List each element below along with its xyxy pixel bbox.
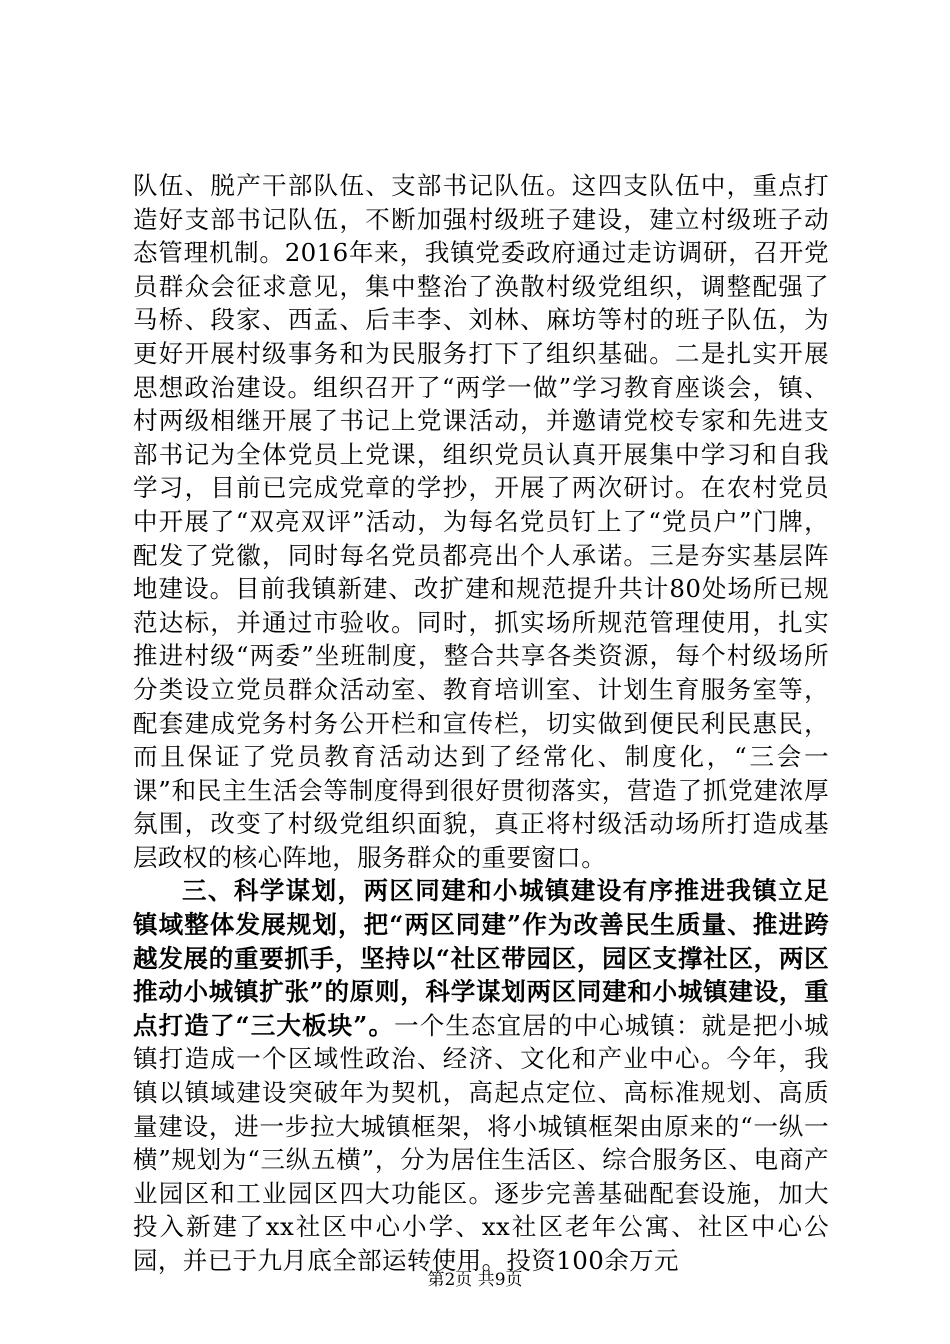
document-body [133, 169, 829, 1278]
paragraph-text: 队伍、脱产干部队伍、支部书记队伍。这四支队伍中，重点打造好支部书记队伍，不断加强村级班子建设，建立村级班子动态管理机制。2016年来，我镇党委政府通过走访调研，召开党员群众会征求意见，集中整治了涣散村级党组织，调整配强了马桥、段家、西孟、后丰李、刘林、麻坊等村的班子队伍，为更好开展村级事务和为民服务打下了组织基础。二是扎实开展思想政治建设。组织召开了“两学一做”学习教育座谈会，镇、村两级相继开展了书记上党课活动，并邀请党校专家和先进支部书记为全体党员上党课，组织党员认真开展集中学习和自我学习，目前已完成党章的学抄，开展了两次研讨。在农村党员中开展了“双亮双评”活动，为每名党员钉上了“党员户”门牌，配发了党徽，同时每名党员都亮出个人承诺。三是夯实基层阵地建设。目前我镇新建、改扩建和规范提升共计80处场所已规范达标，并通过市验收。同时，抓实场所规范管理使用，扎实推进村级“两委”坐班制度，整合共享各类资源，每个村级场所分类设立党员群众活动室、教育培训室、计划生育服务室等，配套建成党务村务公开栏和宣传栏，切实做到便民利民惠民，而且保证了党员教育活动达到了经常化、制度化，“三会一课”和民主生活会等制度得到很好贯彻落实，营造了抓党建浓厚氛围，改变了村级党组织面貌，真正将村级活动场所打造成基层政权的核心阵地，服务群众的重要窗口。 [133, 171, 829, 872]
paragraph-text: 一个生态宜居的中心城镇：就是把小城镇打造成一个区域性政治、经济、文化和产业中心。今年，我镇以镇域建设突破年为契机，高起点定位、高标准规划、高质量建设，进一步拉大城镇框架，将小城镇框架由原来的“一纵一横”规划为“三纵五横”，分为居住生活区、综合服务区、电商产业园区和工业园区四大功能区。逐步完善基础配套设施，加大投入新建了xx社区中心小学、xx社区老年公寓、社区中心公园，并已于九月底全部运转使用。投资100余万元 [133, 1010, 829, 1275]
paragraph-party-building [133, 169, 829, 874]
page-number-footer: 第2页 共9页 [427, 1270, 523, 1290]
paragraph-two-zones [133, 874, 829, 1277]
section-heading-three: 三、科学谋划，两区同建和小城镇建设有序推进我镇立足镇域整体发展规划，把“两区同建”作为改善民生质量、推进跨越发展的重要抓手，坚持以“社区带园区，园区支撑社区，两区推动小城镇扩张”的原则，科学谋划两区同建和小城镇建设，重点打造了“三大板块”。 [133, 876, 829, 1040]
